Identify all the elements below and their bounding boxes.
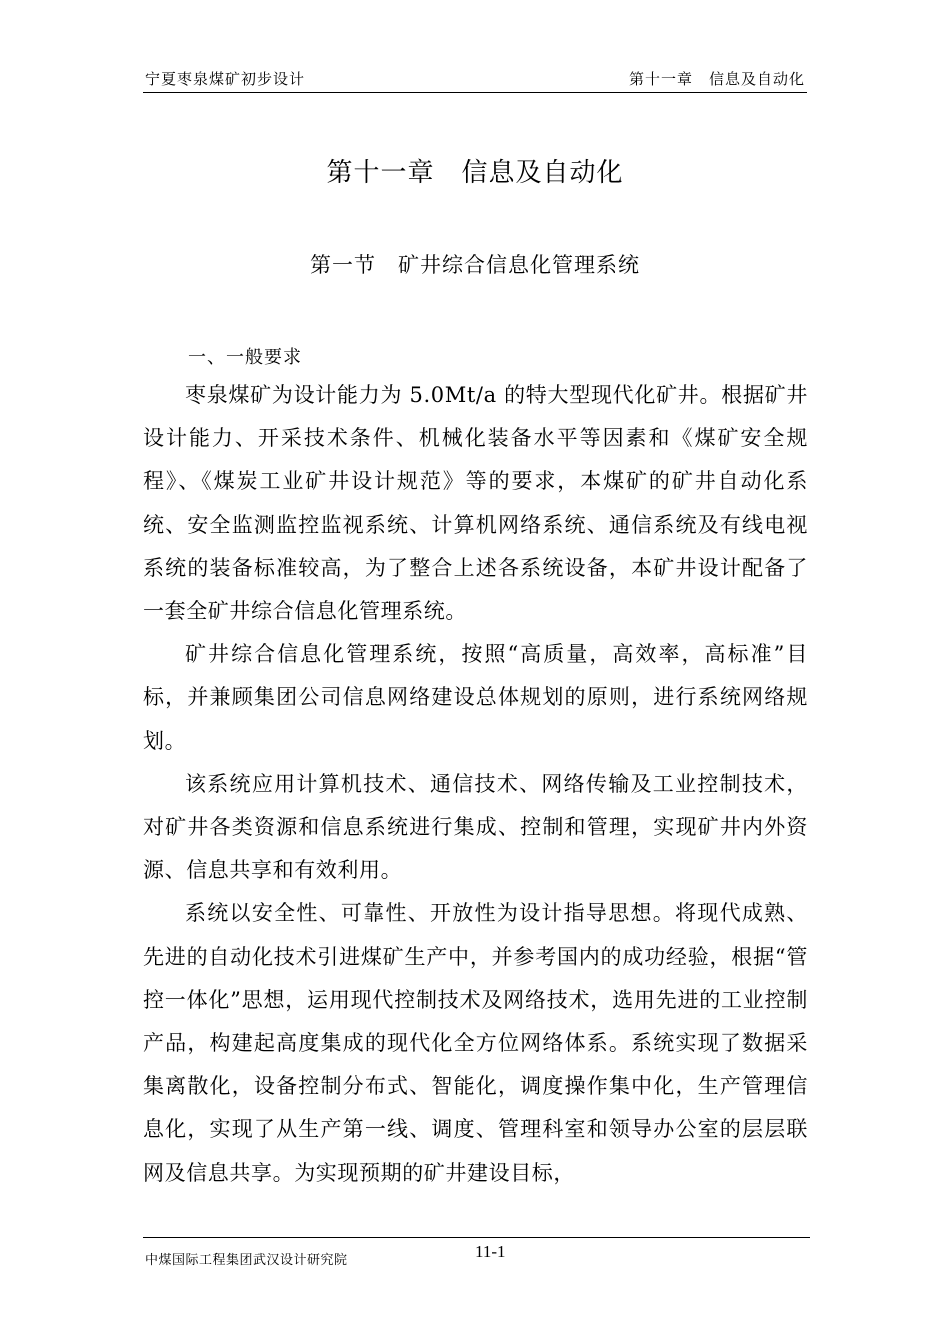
footer-organization: 中煤国际工程集团武汉设计研究院	[145, 1253, 348, 1268]
footer-divider	[143, 1237, 810, 1238]
chapter-title: 第十一章 信息及自动化	[326, 158, 624, 188]
header-document-title: 宁夏枣泉煤矿初步设计	[145, 70, 306, 88]
header-chapter-title: 第十一章 信息及自动化	[628, 70, 805, 88]
subsection-heading: 一、一般要求	[188, 347, 302, 368]
paragraph: 枣泉煤矿为设计能力为 5.0Mt/a 的特大型现代化矿井。根据矿井设计能力、开采技术条件、机械化装备水平等因素和《煤矿安全规程》、《煤炭工业矿井设计规范》等的要求，本煤矿的矿井自动化系统、安全监测监控监视系统、计算机网络系统、通信系统及有线电视系统的装备标准较高，为了整合上述各系统设备，本矿井设计配备了一套全矿井综合信息化管理系统。	[143, 383, 808, 624]
paragraph: 矿井综合信息化管理系统，按照“高质量，高效率，高标准”目标，并兼顾集团公司信息网络建设总体规划的原则，进行系统网络规划。	[143, 642, 808, 753]
paragraph: 系统以安全性、可靠性、开放性为设计指导思想。将现代成熟、先进的自动化技术引进煤矿生产中，并参考国内的成功经验，根据“管控一体化”思想，运用现代控制技术及网络技术，选用先进的工业控制产品，构建起高度集成的现代化全方位网络体系。系统实现了数据采集离散化，设备控制分布式、智能化，调度操作集中化，生产管理信息化，实现了从生产第一线、调度、管理科室和领导办公室的层层联网及信息共享。为实现预期的矿井建设目标，	[143, 901, 808, 1185]
page-number: 11-1	[475, 1242, 506, 1261]
section-title: 第一节 矿井综合信息化管理系统	[310, 253, 640, 277]
paragraph: 该系统应用计算机技术、通信技术、网络传输及工业控制技术，对矿井各类资源和信息系统进行集成、控制和管理，实现矿井内外资源、信息共享和有效利用。	[143, 771, 808, 883]
body-text	[143, 374, 808, 1195]
page-header	[143, 62, 807, 93]
